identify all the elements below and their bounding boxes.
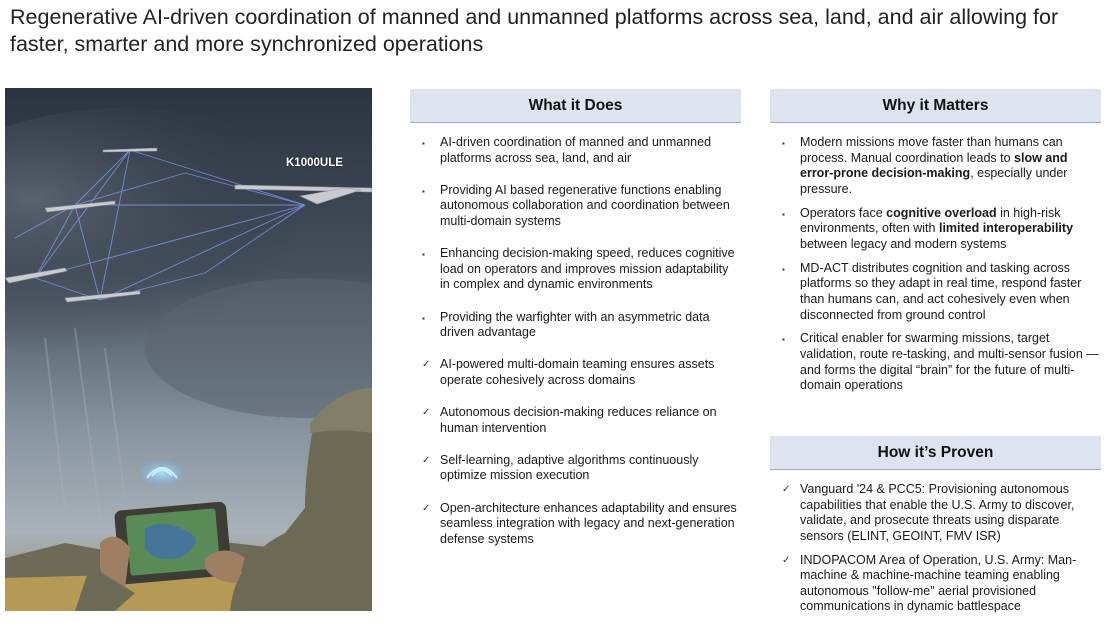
why-it-matters-list	[770, 135, 1101, 402]
list-item-text: Self-learning, adaptive algorithms continuously optimize mission execution	[440, 452, 699, 483]
square-bullet-icon: ▪	[422, 313, 425, 323]
list-item	[410, 310, 741, 341]
list-item-text: MD-ACT distributes cognition and tasking across platforms so they adapt in real time, respond faster than humans can, and act cohesively even when disconnected from ground control	[800, 260, 1082, 322]
list-item-text: AI-powered multi-domain teaming ensures assets operate cohesively across domains	[440, 357, 715, 387]
what-it-does-list	[410, 135, 741, 564]
list-item	[410, 357, 741, 388]
list-item-text: in high-risk environments, often with	[800, 205, 1061, 236]
list-item	[770, 482, 1101, 544]
drone-model-label: K1000ULE	[286, 157, 343, 169]
list-item-text: Critical enabler for swarming missions, target validation, route re-tasking, and multi-sensor fusion — and forms the digital “brain” for the future of multi-domain operations	[800, 331, 1099, 393]
list-item	[410, 135, 741, 166]
checkmark-icon: ✓	[422, 407, 431, 419]
list-item	[410, 405, 741, 436]
square-bullet-icon: ▪	[782, 209, 785, 219]
square-bullet-icon: ▪	[422, 139, 425, 148]
page-title: Regenerative AI-driven coordination of manned and unmanned platforms across sea, land, and air allowing for faster, smarter and more synchronized operations	[10, 5, 1059, 56]
checkmark-icon: ✓	[422, 359, 431, 371]
drone-swarm-soldier-tablet-photo	[5, 88, 372, 611]
checkmark-icon: ✓	[422, 454, 431, 466]
list-item	[410, 183, 741, 230]
how-its-proven-heading: How it’s Proven	[770, 436, 1101, 470]
what-it-does-heading: What it Does	[410, 89, 741, 123]
list-item-text: Operators face	[800, 205, 887, 220]
emphasis-text: cognitive overload	[886, 205, 997, 220]
list-item-text: INDOPACOM Area of Operation, U.S. Army: Man-machine & machine-machine teaming enabling autonomous "follow-me" aerial provisioned communications in dynamic battlespace	[800, 552, 1077, 614]
list-item	[410, 453, 741, 484]
list-item	[770, 553, 1101, 615]
list-item	[410, 246, 741, 293]
square-bullet-icon: ▪	[782, 264, 785, 274]
square-bullet-icon: ▪	[422, 250, 425, 260]
checkmark-icon: ✓	[782, 554, 791, 566]
list-item	[410, 501, 741, 548]
list-item-text: Modern missions move faster than humans can process. Manual coordination leads to	[800, 135, 1063, 165]
square-bullet-icon: ▪	[782, 335, 785, 345]
list-item-text: between legacy and modern systems	[800, 236, 1007, 251]
checkmark-icon: ✓	[782, 484, 791, 495]
list-item	[770, 261, 1101, 323]
list-item-text: , especially under pressure.	[800, 166, 1068, 196]
how-its-proven-list	[770, 482, 1101, 623]
list-item-text: Vanguard '24 & PCC5: Provisioning autonomous capabilities that enable the U.S. Army to discover, validate, and prosecute threats using disparate sensors (ELINT, GEOINT, FMV ISR)	[800, 482, 1075, 543]
list-item-text: Providing the warfighter with an asymmetric data driven advantage	[440, 309, 710, 340]
checkmark-icon: ✓	[422, 502, 431, 514]
list-item-text: AI-driven coordination of manned and unmanned platforms across sea, land, and air	[440, 135, 712, 165]
list-item	[770, 206, 1101, 253]
square-bullet-icon: ▪	[782, 139, 785, 148]
list-item	[770, 331, 1101, 393]
emphasis-text: slow and error-prone decision-making	[800, 150, 1068, 181]
list-item-text: Open-architecture enhances adaptability and ensures seamless integration with legacy and next-generation defense systems	[440, 500, 737, 546]
list-item-text: Providing AI based regenerative functions enabling autonomous collaboration and coordination between multi-domain systems	[440, 182, 730, 228]
list-item-text: Autonomous decision-making reduces reliance on human intervention	[440, 405, 717, 435]
list-item-text: Enhancing decision-making speed, reduces cognitive load on operators and improves mission adaptability in complex and dynamic environments	[440, 246, 735, 292]
square-bullet-icon: ▪	[422, 186, 425, 196]
why-it-matters-heading: Why it Matters	[770, 89, 1101, 123]
list-item	[770, 135, 1101, 197]
emphasis-text: limited interoperability	[938, 221, 1074, 236]
